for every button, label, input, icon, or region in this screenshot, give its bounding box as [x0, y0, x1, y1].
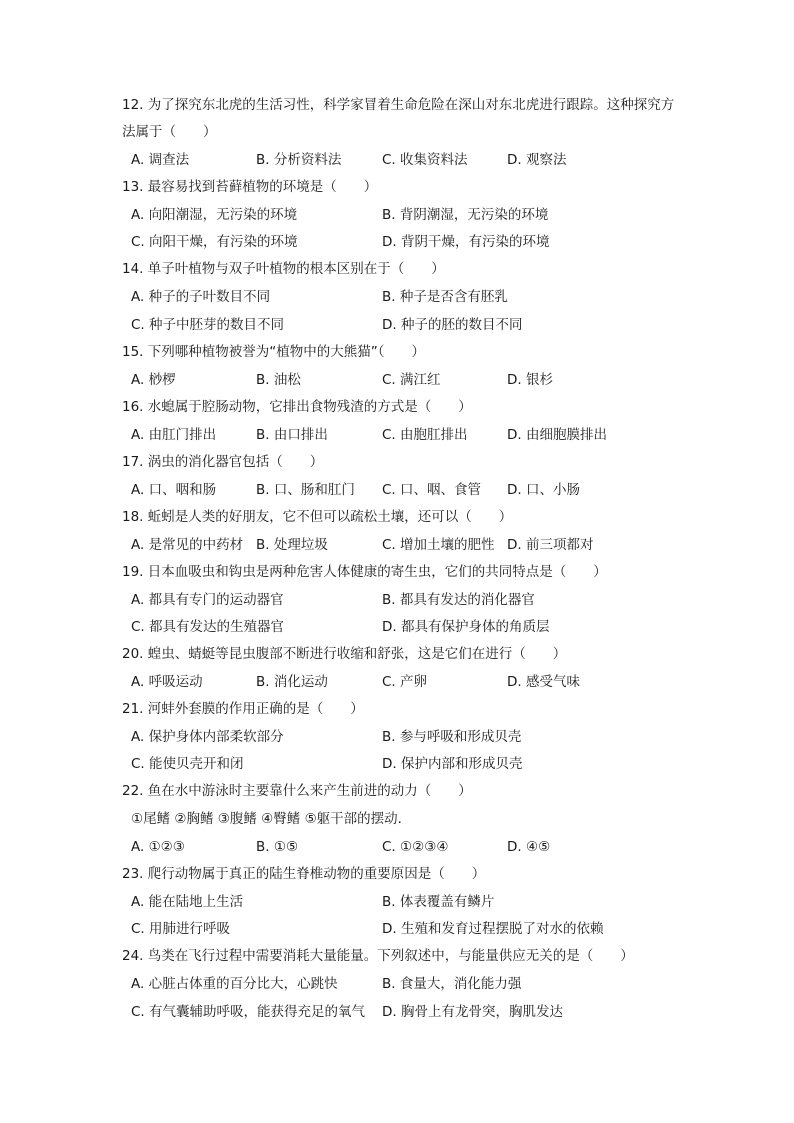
option-b: B. 种子是否含有胚乳: [382, 289, 508, 305]
question-23-options-row1: [131, 892, 691, 912]
question-22-stem: 22. 鱼在水中游泳时主要靠什么来产生前进的动力（ ）: [122, 783, 472, 799]
option-d: D. 由细胞膜排出: [507, 427, 607, 443]
option-b: B. ①⑤: [256, 839, 299, 855]
question-13-stem: 13. 最容易找到苔藓植物的环境是（ ）: [122, 179, 378, 195]
option-c: C. 满江红: [382, 372, 441, 388]
option-a: A. 向阳潮湿，无污染的环境: [131, 207, 298, 223]
option-a: A. 能在陆地上生活: [131, 894, 244, 910]
option-a: A. 调查法: [131, 152, 190, 168]
question-18-stem: 18. 蚯蚓是人类的好朋友，它不但可以疏松土壤，还可以（ ）: [122, 509, 513, 525]
option-b: B. 分析资料法: [256, 152, 342, 168]
question-14-options-row1: [131, 287, 691, 307]
option-a: A. ①②③: [131, 839, 185, 855]
option-b: B. 都具有发达的消化器官: [382, 592, 535, 608]
option-c: C. 种子中胚芽的数目不同: [131, 317, 285, 333]
option-d: D. ④⑤: [507, 839, 551, 855]
option-b: B. 参与呼吸和形成贝壳: [382, 729, 522, 745]
option-d: D. 前三项都对: [507, 537, 594, 553]
option-b: B. 食量大，消化能力强: [382, 976, 522, 992]
option-d: D. 保护内部和形成贝壳: [382, 756, 523, 772]
option-c: C. 用肺进行呼吸: [131, 921, 231, 937]
question-21-options-row1: [131, 727, 691, 747]
question-18-options: [131, 535, 691, 555]
option-c: C. 产卵: [382, 674, 428, 690]
option-d: D. 背阴干燥，有污染的环境: [382, 234, 550, 250]
question-20-options: [131, 672, 691, 692]
option-b: B. 处理垃圾: [256, 537, 328, 553]
option-a: A. 呼吸运动: [131, 674, 203, 690]
option-a: A. 保护身体内部柔软部分: [131, 729, 284, 745]
option-d: D. 生殖和发育过程摆脱了对水的依赖: [382, 921, 604, 937]
option-a: A. 种子的子叶数目不同: [131, 289, 271, 305]
option-b: B. 油松: [256, 372, 301, 388]
question-20-stem: 20. 蝗虫、蜻蜓等昆虫腹部不断进行收缩和舒张，这是它们在进行（ ）: [122, 646, 567, 662]
option-b: B. 由口排出: [256, 427, 328, 443]
option-c: C. 由胞肛排出: [382, 427, 468, 443]
question-21-stem: 21. 河蚌外套膜的作用正确的是（ ）: [122, 701, 364, 717]
option-d: D. 口、小肠: [507, 482, 580, 498]
option-a: A. 心脏占体重的百分比大，心跳快: [131, 976, 338, 992]
question-24-options-row1: [131, 974, 691, 994]
option-d: D. 种子的胚的数目不同: [382, 317, 523, 333]
question-16-options: [131, 425, 691, 445]
option-a: A. 是常见的中药材: [131, 537, 244, 553]
option-c: C. 都具有发达的生殖器官: [131, 619, 285, 635]
question-17-stem: 17. 涡虫的消化器官包括（ ）: [122, 454, 324, 470]
question-16-stem: 16. 水螅属于腔肠动物，它排出食物残渣的方式是（ ）: [122, 399, 472, 415]
option-c: C. 能使贝壳开和闭: [131, 756, 244, 772]
option-a: A. 都具有专门的运动器官: [131, 592, 284, 608]
question-14-options-row2: [131, 315, 691, 335]
option-c: C. 口、咽、食管: [382, 482, 482, 498]
question-17-options: [131, 480, 691, 500]
question-13-options-row2: [131, 232, 691, 252]
option-d: D. 胸骨上有龙骨突，胸肌发达: [382, 1004, 563, 1020]
option-d: D. 感受气味: [507, 674, 580, 690]
option-b: B. 背阴潮湿，无污染的环境: [382, 207, 549, 223]
option-b: B. 口、肠和肛门: [256, 482, 355, 498]
option-c: C. 向阳干燥，有污染的环境: [131, 234, 298, 250]
option-b: B. 体表覆盖有鳞片: [382, 894, 495, 910]
question-23-options-row2: [131, 919, 691, 939]
option-c: C. ①②③④: [382, 839, 449, 855]
question-23-stem: 23. 爬行动物属于真正的陆生脊椎动物的重要原因是（ ）: [122, 866, 486, 882]
question-21-options-row2: [131, 754, 691, 774]
option-c: C. 有气囊辅助呼吸，能获得充足的氧气: [131, 1004, 366, 1020]
question-12-options: [131, 150, 691, 170]
option-d: D. 都具有保护身体的角质层: [382, 619, 550, 635]
option-a: A. 由肛门排出: [131, 427, 217, 443]
option-d: D. 观察法: [507, 152, 567, 168]
question-15-stem: 15. 下列哪种植物被誉为“植物中的大熊猫”（ ）: [122, 344, 425, 360]
option-a: A. 口、咽和肠: [131, 482, 217, 498]
question-24-options-row2: [131, 1002, 691, 1022]
question-24-stem: 24. 鸟类在飞行过程中需要消耗大量能量。下列叙述中，与能量供应无关的是（ ）: [122, 948, 634, 964]
question-19-options-row1: [131, 590, 691, 610]
option-d: D. 银杉: [507, 372, 553, 388]
option-b: B. 消化运动: [256, 674, 328, 690]
question-22-options: [131, 837, 691, 857]
question-19-stem: 19. 日本血吸虫和钩虫是两种危害人体健康的寄生虫，它们的共同特点是（ ）: [122, 564, 607, 580]
question-15-options: [131, 370, 691, 390]
option-c: C. 增加土壤的肥性: [382, 537, 495, 553]
question-13-options-row1: [131, 205, 691, 225]
option-a: A. 桫椤: [131, 372, 176, 388]
question-19-options-row2: [131, 617, 691, 637]
option-c: C. 收集资料法: [382, 152, 468, 168]
question-22-choices: ①尾鳍 ②胸鳍 ③腹鳍 ④臀鳍 ⑤躯干部的摆动．: [131, 811, 412, 827]
question-12-stem: 12. 为了探究东北虎的生活习性，科学家冒着生命危险在深山对东北虎进行跟踪。这种探究方法属于（ ）: [122, 97, 675, 140]
question-14-stem: 14. 单子叶植物与双子叶植物的根本区别在于（ ）: [122, 261, 445, 277]
